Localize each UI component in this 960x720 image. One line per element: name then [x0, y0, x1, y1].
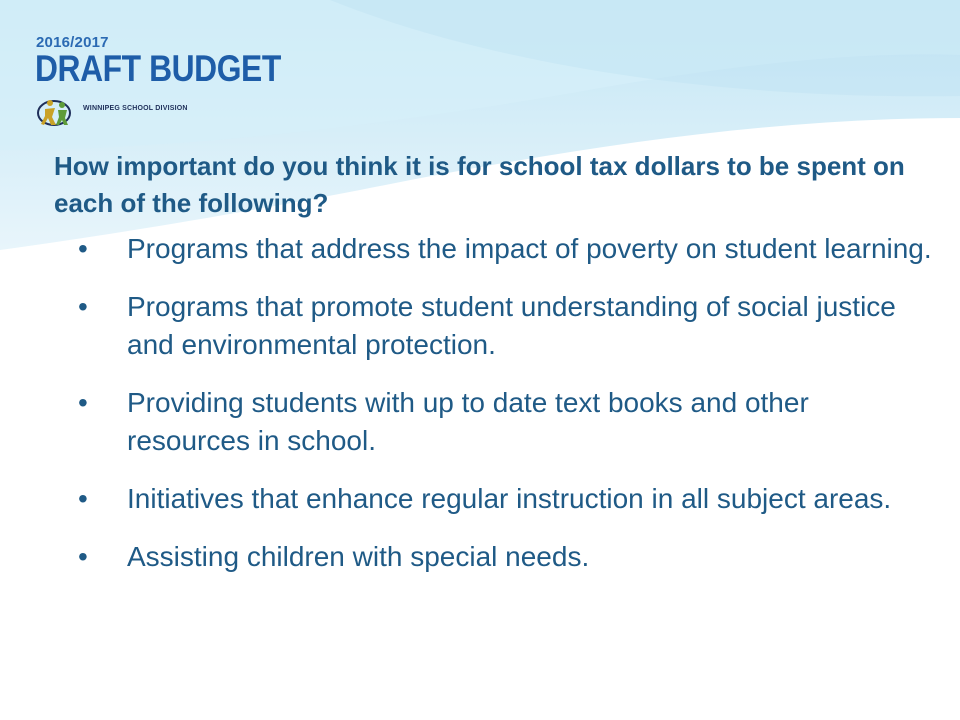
slide-content — [54, 148, 934, 596]
budget-logo — [36, 34, 296, 134]
logo-division-name: WINNIPEG SCHOOL DIVISION — [83, 105, 188, 112]
bullet-icon: • — [78, 291, 88, 322]
list-item — [54, 384, 934, 460]
bullet-icon: • — [78, 387, 88, 418]
survey-question: How important do you think it is for school tax dollars to be spent on each of the following? — [54, 151, 905, 218]
school-division-emblem-icon — [36, 96, 76, 128]
list-item — [54, 230, 934, 268]
list-item-text: Assisting children with special needs. — [127, 541, 590, 572]
logo-title: DRAFT BUDGET — [35, 48, 281, 89]
list-item-text: Initiatives that enhance regular instruction in all subject areas. — [127, 483, 892, 514]
list-item-text: Programs that address the impact of poverty on student learning. — [127, 233, 932, 264]
logo-year: 2016/2017 — [36, 34, 109, 51]
list-item — [54, 538, 934, 576]
list-item-text: Providing students with up to date text books and other resources in school. — [127, 387, 809, 456]
bullet-icon: • — [78, 541, 88, 572]
bullet-icon: • — [78, 233, 88, 264]
list-item — [54, 480, 934, 518]
list-item — [54, 288, 934, 364]
bullet-icon: • — [78, 483, 88, 514]
bullet-list — [54, 230, 934, 576]
list-item-text: Programs that promote student understanding of social justice and environmental protection. — [127, 291, 896, 360]
